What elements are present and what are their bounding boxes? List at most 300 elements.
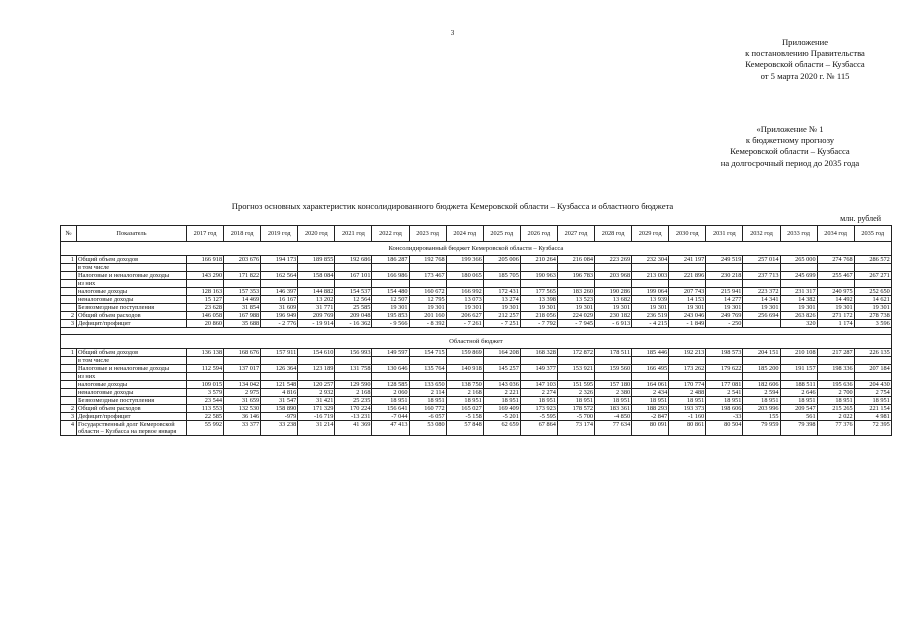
value-cell: -13 231 xyxy=(335,413,372,421)
value-cell xyxy=(446,264,483,272)
value-cell: 146 058 xyxy=(187,312,224,320)
value-cell: 2 541 xyxy=(706,389,743,397)
value-cell: 255 467 xyxy=(817,272,854,280)
value-cell: 190 963 xyxy=(520,272,557,280)
value-cell: 171 822 xyxy=(224,272,261,280)
value-cell: 13 202 xyxy=(298,296,335,304)
value-cell xyxy=(632,357,669,365)
value-cell: 149 597 xyxy=(372,349,409,357)
value-cell: 1 174 xyxy=(817,320,854,328)
value-cell: -979 xyxy=(261,413,298,421)
row-indicator: неналоговые доходы xyxy=(77,389,187,397)
value-cell: 31 854 xyxy=(224,304,261,312)
value-cell xyxy=(520,373,557,381)
section-title: Областной бюджет xyxy=(61,335,892,349)
header-year: 2018 год xyxy=(224,226,261,242)
value-cell: -5 201 xyxy=(483,413,520,421)
value-cell: 36 146 xyxy=(224,413,261,421)
row-number xyxy=(61,264,77,272)
value-cell: 271 172 xyxy=(817,312,854,320)
value-cell: -1 160 xyxy=(669,413,706,421)
value-cell xyxy=(224,357,261,365)
value-cell: 154 537 xyxy=(335,288,372,296)
value-cell: 12 564 xyxy=(335,296,372,304)
value-cell xyxy=(298,357,335,365)
value-cell: 173 923 xyxy=(520,405,557,413)
value-cell xyxy=(557,280,594,288)
value-cell: 177 565 xyxy=(520,288,557,296)
value-cell xyxy=(706,264,743,272)
table-row xyxy=(61,304,892,312)
value-cell: 204 430 xyxy=(854,381,891,389)
page-number: 3 xyxy=(450,29,455,37)
value-cell: 215 941 xyxy=(706,288,743,296)
table-row xyxy=(61,280,892,288)
value-cell: 171 329 xyxy=(298,405,335,413)
value-cell: 154 480 xyxy=(372,288,409,296)
value-cell: 120 257 xyxy=(298,381,335,389)
value-cell: 18 951 xyxy=(669,397,706,405)
value-cell: 212 257 xyxy=(483,312,520,320)
row-indicator: из них xyxy=(77,373,187,381)
value-cell: 18 951 xyxy=(854,397,891,405)
value-cell: 160 772 xyxy=(409,405,446,413)
value-cell xyxy=(595,264,632,272)
value-cell: 18 951 xyxy=(706,397,743,405)
value-cell xyxy=(780,357,817,365)
value-cell: 13 398 xyxy=(520,296,557,304)
value-cell: 180 065 xyxy=(446,272,483,280)
row-number xyxy=(61,365,77,373)
value-cell xyxy=(743,373,780,381)
value-cell: 41 369 xyxy=(335,421,372,436)
value-cell: 159 869 xyxy=(446,349,483,357)
value-cell: 18 951 xyxy=(632,397,669,405)
value-cell: 178 572 xyxy=(557,405,594,413)
row-number: 3 xyxy=(61,320,77,328)
value-cell: -16 719 xyxy=(298,413,335,421)
table-row xyxy=(61,296,892,304)
value-cell: 193 373 xyxy=(669,405,706,413)
value-cell xyxy=(817,357,854,365)
table-row xyxy=(61,288,892,296)
value-cell: 167 988 xyxy=(224,312,261,320)
value-cell xyxy=(854,373,891,381)
value-cell: 230 182 xyxy=(595,312,632,320)
value-cell: 25 585 xyxy=(335,304,372,312)
value-cell: 192 686 xyxy=(335,256,372,264)
value-cell: 209 048 xyxy=(335,312,372,320)
row-indicator: в том числе xyxy=(77,264,187,272)
header-year: 2019 год xyxy=(261,226,298,242)
value-cell: 19 301 xyxy=(446,304,483,312)
value-cell xyxy=(483,357,520,365)
value-cell: 18 951 xyxy=(372,397,409,405)
value-cell xyxy=(557,373,594,381)
value-cell: 203 996 xyxy=(743,405,780,413)
value-cell: 223 269 xyxy=(595,256,632,264)
value-cell: 204 151 xyxy=(743,349,780,357)
row-number xyxy=(61,381,77,389)
value-cell xyxy=(187,280,224,288)
value-cell: 18 951 xyxy=(595,397,632,405)
value-cell: 166 495 xyxy=(632,365,669,373)
value-cell xyxy=(335,357,372,365)
table-row xyxy=(61,272,892,280)
value-cell: 3 579 xyxy=(187,389,224,397)
value-cell: 3 596 xyxy=(854,320,891,328)
value-cell: 199 366 xyxy=(446,256,483,264)
row-number: 4 xyxy=(61,421,77,436)
table-row xyxy=(61,413,892,421)
value-cell: 133 650 xyxy=(409,381,446,389)
value-cell: 188 511 xyxy=(780,381,817,389)
value-cell: 19 301 xyxy=(372,304,409,312)
row-number xyxy=(61,357,77,365)
value-cell: 19 301 xyxy=(706,304,743,312)
value-cell: 205 006 xyxy=(483,256,520,264)
row-indicator: Государственный долг Кемеровской области – Кузбасса на первое января xyxy=(77,421,187,436)
value-cell: 80 091 xyxy=(632,421,669,436)
value-cell: 201 160 xyxy=(409,312,446,320)
value-cell: 167 101 xyxy=(335,272,372,280)
section-header-row xyxy=(61,335,892,349)
value-cell: 109 015 xyxy=(187,381,224,389)
header-year: 2024 год xyxy=(446,226,483,242)
value-cell: 137 017 xyxy=(224,365,261,373)
value-cell: 19 301 xyxy=(854,304,891,312)
value-cell: 131 758 xyxy=(335,365,372,373)
value-cell: 16 167 xyxy=(261,296,298,304)
value-cell: 33 238 xyxy=(261,421,298,436)
value-cell: 31 771 xyxy=(298,304,335,312)
value-cell: 207 743 xyxy=(669,288,706,296)
value-cell: 72 395 xyxy=(854,421,891,436)
value-cell: 80 861 xyxy=(669,421,706,436)
value-cell: 209 547 xyxy=(780,405,817,413)
value-cell: 2 646 xyxy=(780,389,817,397)
row-indicator: налоговые доходы xyxy=(77,288,187,296)
value-cell: 14 492 xyxy=(817,296,854,304)
value-cell xyxy=(743,280,780,288)
value-cell: 192 768 xyxy=(409,256,446,264)
value-cell: 113 553 xyxy=(187,405,224,413)
value-cell: 213 003 xyxy=(632,272,669,280)
value-cell: 267 271 xyxy=(854,272,891,280)
row-number xyxy=(61,296,77,304)
value-cell: 18 951 xyxy=(520,397,557,405)
value-cell: 22 585 xyxy=(187,413,224,421)
value-cell xyxy=(743,320,780,328)
value-cell: 31 609 xyxy=(261,304,298,312)
value-cell: 154 610 xyxy=(298,349,335,357)
value-cell: 215 265 xyxy=(817,405,854,413)
value-cell: 129 590 xyxy=(335,381,372,389)
row-indicator: в том числе xyxy=(77,357,187,365)
value-cell: 278 738 xyxy=(854,312,891,320)
value-cell: - 7 792 xyxy=(520,320,557,328)
value-cell: 19 301 xyxy=(780,304,817,312)
value-cell: 223 372 xyxy=(743,288,780,296)
row-number: 2 xyxy=(61,405,77,413)
row-indicator: Дефицит/профицит xyxy=(77,413,187,421)
appendix-main-block xyxy=(720,37,890,82)
value-cell: 33 377 xyxy=(224,421,261,436)
value-cell: 243 046 xyxy=(669,312,706,320)
value-cell: 199 064 xyxy=(632,288,669,296)
value-cell: - 250 xyxy=(706,320,743,328)
table-row xyxy=(61,320,892,328)
value-cell: 209 769 xyxy=(298,312,335,320)
value-cell: 126 364 xyxy=(261,365,298,373)
value-cell: 2 221 xyxy=(483,389,520,397)
row-indicator: Общий объем расходов xyxy=(77,405,187,413)
value-cell: 47 413 xyxy=(372,421,409,436)
value-cell: 2 754 xyxy=(854,389,891,397)
value-cell: 2 975 xyxy=(224,389,261,397)
header-year: 2028 год xyxy=(595,226,632,242)
value-cell: 14 469 xyxy=(224,296,261,304)
value-cell: 155 xyxy=(743,413,780,421)
header-year: 2022 год xyxy=(372,226,409,242)
value-cell: 147 103 xyxy=(520,381,557,389)
value-cell xyxy=(854,357,891,365)
row-number xyxy=(61,373,77,381)
value-cell xyxy=(187,264,224,272)
value-cell: 143 290 xyxy=(187,272,224,280)
value-cell: 170 224 xyxy=(335,405,372,413)
value-cell: 249 769 xyxy=(706,312,743,320)
value-cell: 196 949 xyxy=(261,312,298,320)
value-cell: 154 715 xyxy=(409,349,446,357)
value-cell: 143 036 xyxy=(483,381,520,389)
value-cell: 19 301 xyxy=(632,304,669,312)
unit-label: млн. рублей xyxy=(840,214,881,223)
table-row xyxy=(61,365,892,373)
value-cell: 249 519 xyxy=(706,256,743,264)
value-cell: 14 341 xyxy=(743,296,780,304)
value-cell xyxy=(669,373,706,381)
value-cell: 195 636 xyxy=(817,381,854,389)
value-cell: 183 361 xyxy=(595,405,632,413)
value-cell: 168 676 xyxy=(224,349,261,357)
value-cell: 158 084 xyxy=(298,272,335,280)
value-cell: 18 951 xyxy=(743,397,780,405)
value-cell xyxy=(669,280,706,288)
value-cell: 31 421 xyxy=(298,397,335,405)
value-cell: 196 783 xyxy=(557,272,594,280)
value-cell xyxy=(409,280,446,288)
value-cell: 274 768 xyxy=(817,256,854,264)
value-cell xyxy=(298,264,335,272)
row-indicator: Общий объем расходов xyxy=(77,312,187,320)
value-cell xyxy=(817,373,854,381)
value-cell: 23 628 xyxy=(187,304,224,312)
value-cell: 73 174 xyxy=(557,421,594,436)
value-cell: 18 951 xyxy=(817,397,854,405)
appendix-main-line: Приложение xyxy=(781,37,829,47)
value-cell xyxy=(669,264,706,272)
value-cell: 185 705 xyxy=(483,272,520,280)
value-cell: 210 264 xyxy=(520,256,557,264)
value-cell: -7 044 xyxy=(372,413,409,421)
value-cell: 14 153 xyxy=(669,296,706,304)
value-cell xyxy=(854,280,891,288)
value-cell: 31 547 xyxy=(261,397,298,405)
value-cell: 13 523 xyxy=(557,296,594,304)
value-cell: 198 606 xyxy=(706,405,743,413)
value-cell xyxy=(483,373,520,381)
value-cell: 173 262 xyxy=(669,365,706,373)
value-cell: 210 108 xyxy=(780,349,817,357)
value-cell: 166 986 xyxy=(372,272,409,280)
value-cell xyxy=(224,373,261,381)
appendix-main-line: от 5 марта 2020 г. № 115 xyxy=(760,70,850,81)
value-cell xyxy=(335,264,372,272)
value-cell: 138 750 xyxy=(446,381,483,389)
value-cell xyxy=(409,357,446,365)
value-cell xyxy=(706,357,743,365)
value-cell: 237 713 xyxy=(743,272,780,280)
value-cell: 194 173 xyxy=(261,256,298,264)
table-row xyxy=(61,264,892,272)
value-cell xyxy=(224,280,261,288)
value-cell: 145 257 xyxy=(483,365,520,373)
table-row xyxy=(61,421,892,436)
value-cell xyxy=(483,264,520,272)
value-cell: 128 585 xyxy=(372,381,409,389)
value-cell: 561 xyxy=(780,413,817,421)
value-cell xyxy=(595,373,632,381)
value-cell: 185 200 xyxy=(743,365,780,373)
value-cell: - 7 261 xyxy=(446,320,483,328)
row-indicator: из них xyxy=(77,280,187,288)
row-number: 1 xyxy=(61,349,77,357)
value-cell: -4 850 xyxy=(595,413,632,421)
value-cell xyxy=(557,357,594,365)
value-cell: 151 595 xyxy=(557,381,594,389)
value-cell xyxy=(743,264,780,272)
value-cell: 265 000 xyxy=(780,256,817,264)
value-cell xyxy=(446,357,483,365)
row-number xyxy=(61,280,77,288)
value-cell: 257 014 xyxy=(743,256,780,264)
value-cell: 166 918 xyxy=(187,256,224,264)
header-year: 2023 год xyxy=(409,226,446,242)
value-cell: - 9 566 xyxy=(372,320,409,328)
value-cell: 53 080 xyxy=(409,421,446,436)
row-number xyxy=(61,397,77,405)
value-cell xyxy=(706,280,743,288)
value-cell: 158 890 xyxy=(261,405,298,413)
value-cell: - 7 251 xyxy=(483,320,520,328)
value-cell: 168 328 xyxy=(520,349,557,357)
value-cell: 231 317 xyxy=(780,288,817,296)
value-cell: 178 511 xyxy=(595,349,632,357)
row-number xyxy=(61,272,77,280)
value-cell: 217 287 xyxy=(817,349,854,357)
appendix-sub-block xyxy=(690,124,890,169)
row-indicator: Налоговые и неналоговые доходы xyxy=(77,272,187,280)
value-cell: 165 027 xyxy=(446,405,483,413)
header-year: 2027 год xyxy=(557,226,594,242)
value-cell: 2 168 xyxy=(335,389,372,397)
value-cell: 14 382 xyxy=(780,296,817,304)
budget-forecast-table xyxy=(60,225,892,436)
row-indicator: Налоговые и неналоговые доходы xyxy=(77,365,187,373)
document-title: Прогноз основных характеристик консолидированного бюджета Кемеровской области – Кузбасса и областного бюджета xyxy=(231,201,674,211)
value-cell: - 1 849 xyxy=(669,320,706,328)
appendix-main-line: к постановлению Правительства xyxy=(745,48,865,59)
value-cell: 177 081 xyxy=(706,381,743,389)
value-cell xyxy=(261,373,298,381)
value-cell xyxy=(632,264,669,272)
value-cell: 195 853 xyxy=(372,312,409,320)
value-cell: -5 595 xyxy=(520,413,557,421)
value-cell: 172 431 xyxy=(483,288,520,296)
value-cell xyxy=(780,280,817,288)
row-number xyxy=(61,389,77,397)
value-cell xyxy=(483,280,520,288)
value-cell: 179 622 xyxy=(706,365,743,373)
value-cell xyxy=(261,264,298,272)
row-number: 1 xyxy=(61,256,77,264)
header-year: 2017 год xyxy=(187,226,224,242)
row-indicator: Безвозмездные поступления xyxy=(77,397,187,405)
header-year: 2035 год xyxy=(854,226,891,242)
value-cell: 14 277 xyxy=(706,296,743,304)
value-cell: - 6 913 xyxy=(595,320,632,328)
value-cell: 232 304 xyxy=(632,256,669,264)
value-cell: 170 774 xyxy=(669,381,706,389)
value-cell: 198 573 xyxy=(706,349,743,357)
value-cell: 157 180 xyxy=(595,381,632,389)
value-cell xyxy=(780,373,817,381)
value-cell: 2 274 xyxy=(520,389,557,397)
value-cell: -33 xyxy=(706,413,743,421)
value-cell: 320 xyxy=(780,320,817,328)
appendix-main-line: Кемеровской области – Кузбасса xyxy=(745,59,865,70)
value-cell: 67 864 xyxy=(520,421,557,436)
value-cell: 57 848 xyxy=(446,421,483,436)
row-indicator: неналоговые доходы xyxy=(77,296,187,304)
value-cell: 130 646 xyxy=(372,365,409,373)
value-cell: 134 042 xyxy=(224,381,261,389)
header-year: 2032 год xyxy=(743,226,780,242)
value-cell: 206 627 xyxy=(446,312,483,320)
value-cell: 18 951 xyxy=(483,397,520,405)
value-cell xyxy=(520,357,557,365)
value-cell: 132 530 xyxy=(224,405,261,413)
value-cell: 245 699 xyxy=(780,272,817,280)
value-cell: - 7 945 xyxy=(557,320,594,328)
value-cell xyxy=(372,357,409,365)
value-cell: 236 519 xyxy=(632,312,669,320)
value-cell: 2 434 xyxy=(632,389,669,397)
value-cell xyxy=(298,280,335,288)
table-row xyxy=(61,389,892,397)
table-row xyxy=(61,349,892,357)
value-cell: 4 981 xyxy=(854,413,891,421)
value-cell: 192 213 xyxy=(669,349,706,357)
row-number xyxy=(61,288,77,296)
table-row xyxy=(61,381,892,389)
value-cell xyxy=(446,280,483,288)
value-cell: 241 197 xyxy=(669,256,706,264)
value-cell: - 4 215 xyxy=(632,320,669,328)
value-cell: 80 504 xyxy=(706,421,743,436)
value-cell xyxy=(187,373,224,381)
